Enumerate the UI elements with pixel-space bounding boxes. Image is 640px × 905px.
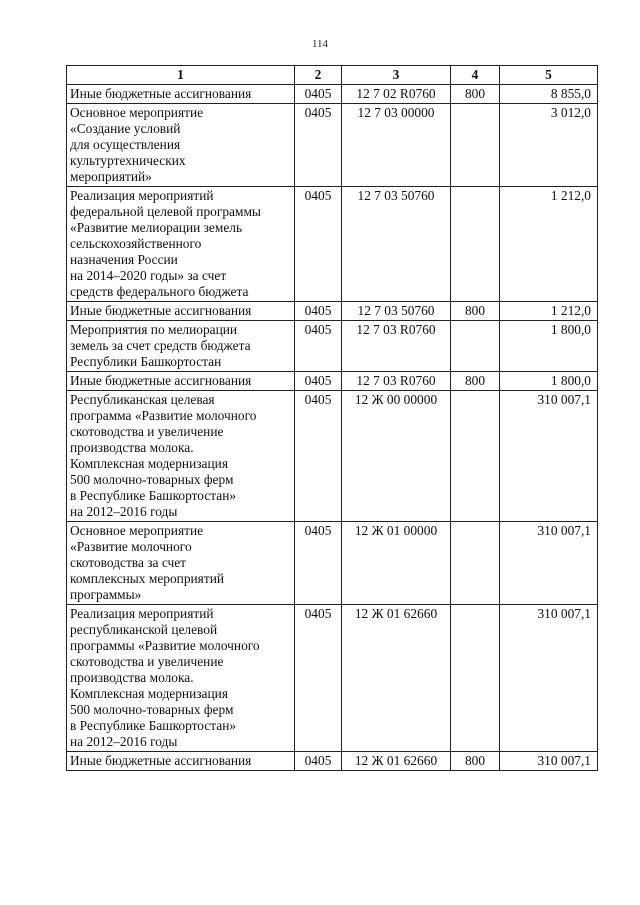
table-row (67, 522, 598, 605)
row-expense-type: 800 (451, 85, 500, 104)
row-amount: 1 212,0 (500, 302, 598, 321)
row-name: Реализация мероприятий федеральной целевой программы «Развитие мелиорации земель сельскохозяйственного назначения России на 2014–2020 годы» за счет средств федерального бюджета (67, 187, 295, 302)
table-row (67, 85, 598, 104)
page-number: 114 (311, 38, 329, 50)
row-section: 0405 (295, 752, 342, 771)
row-amount: 1 212,0 (500, 187, 598, 302)
row-target-article: 12 7 03 50760 (342, 302, 451, 321)
row-target-article: 12 7 03 R0760 (342, 372, 451, 391)
row-target-article: 12 7 02 R0760 (342, 85, 451, 104)
row-name: Основное мероприятие «Создание условий для осуществления культуртехнических мероприятий» (67, 104, 295, 187)
table-row (67, 752, 598, 771)
table-row (67, 372, 598, 391)
budget-table (66, 65, 598, 771)
row-amount: 8 855,0 (500, 85, 598, 104)
column-header-amount: 5 (500, 66, 598, 85)
row-amount: 310 007,1 (500, 391, 598, 522)
row-target-article: 12 Ж 01 62660 (342, 605, 451, 752)
row-target-article: 12 7 03 R0760 (342, 321, 451, 372)
row-name: Основное мероприятие «Развитие молочного скотоводства за счет комплексных мероприятий программы» (67, 522, 295, 605)
row-name: Иные бюджетные ассигнования (67, 302, 295, 321)
table-row (67, 302, 598, 321)
row-amount: 1 800,0 (500, 372, 598, 391)
row-section: 0405 (295, 605, 342, 752)
row-expense-type (451, 321, 500, 372)
row-name: Республиканская целевая программа «Развитие молочного скотоводства и увеличение производства молока. Комплексная модернизация 500 молочно-товарных ферм в Республике Башкортостан» на 2012–2016 годы (67, 391, 295, 522)
row-amount: 310 007,1 (500, 752, 598, 771)
row-target-article: 12 7 03 00000 (342, 104, 451, 187)
row-expense-type (451, 522, 500, 605)
row-amount: 1 800,0 (500, 321, 598, 372)
column-header-name: 1 (67, 66, 295, 85)
table-row (67, 321, 598, 372)
column-header-expense-type: 4 (451, 66, 500, 85)
row-section: 0405 (295, 302, 342, 321)
row-amount: 3 012,0 (500, 104, 598, 187)
row-amount: 310 007,1 (500, 605, 598, 752)
row-name: Мероприятия по мелиорации земель за счет средств бюджета Республики Башкортостан (67, 321, 295, 372)
row-section: 0405 (295, 522, 342, 605)
row-expense-type: 800 (451, 752, 500, 771)
table-row (67, 187, 598, 302)
row-target-article: 12 Ж 01 00000 (342, 522, 451, 605)
column-header-target-article: 3 (342, 66, 451, 85)
row-name: Иные бюджетные ассигнования (67, 85, 295, 104)
row-section: 0405 (295, 187, 342, 302)
row-name: Иные бюджетные ассигнования (67, 372, 295, 391)
row-section: 0405 (295, 372, 342, 391)
row-target-article: 12 Ж 01 62660 (342, 752, 451, 771)
row-expense-type: 800 (451, 372, 500, 391)
column-header-section: 2 (295, 66, 342, 85)
row-amount: 310 007,1 (500, 522, 598, 605)
table-row (67, 104, 598, 187)
table-row (67, 391, 598, 522)
row-expense-type (451, 391, 500, 522)
row-section: 0405 (295, 104, 342, 187)
row-target-article: 12 7 03 50760 (342, 187, 451, 302)
row-name: Реализация мероприятий республиканской целевой программы «Развитие молочного скотоводства и увеличение производства молока. Комплексная модернизация 500 молочно-товарных ферм в Республике Башкортостан» на 2012–2016 годы (67, 605, 295, 752)
row-section: 0405 (295, 85, 342, 104)
table-row (67, 605, 598, 752)
row-expense-type (451, 187, 500, 302)
row-expense-type (451, 605, 500, 752)
row-target-article: 12 Ж 00 00000 (342, 391, 451, 522)
table-header-row (67, 66, 598, 85)
row-expense-type: 800 (451, 302, 500, 321)
row-name: Иные бюджетные ассигнования (67, 752, 295, 771)
row-expense-type (451, 104, 500, 187)
row-section: 0405 (295, 391, 342, 522)
row-section: 0405 (295, 321, 342, 372)
